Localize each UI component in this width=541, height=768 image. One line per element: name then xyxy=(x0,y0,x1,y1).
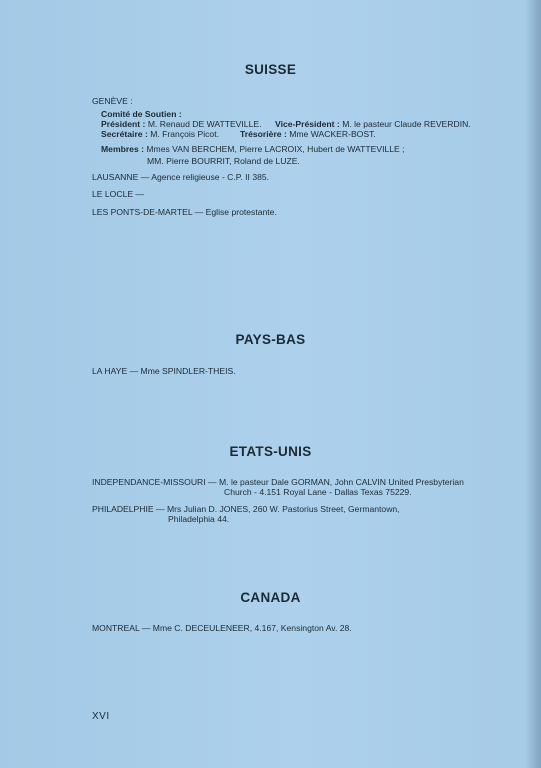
lausanne-entry: LAUSANNE — Agence religieuse - C.P. II 385. xyxy=(92,172,270,182)
independance-missouri-line-2: Church - 4.151 Royal Lane - Dallas Texas 75229. xyxy=(224,487,412,497)
tresoriere-value: Mme WACKER-BOST. xyxy=(289,129,376,139)
president-label: Président : xyxy=(101,119,146,129)
le-locle-entry: LE LOCLE — xyxy=(92,189,145,199)
secretaire-line xyxy=(101,129,219,139)
tresoriere-line xyxy=(240,129,376,139)
ponts-de-martel-entry: LES PONTS-DE-MARTEL — Eglise protestante. xyxy=(92,207,277,217)
heading-pays-bas: PAYS-BAS xyxy=(235,332,306,347)
membres-line-1 xyxy=(101,144,405,154)
vice-president-value: M. le pasteur Claude REVERDIN. xyxy=(342,119,471,129)
secretaire-value: M. François Picot. xyxy=(150,129,219,139)
comite-label: Comité de Soutien : xyxy=(101,109,182,119)
president-value: M. Renaud DE WATTEVILLE. xyxy=(147,119,262,129)
membres-label: Membres : xyxy=(101,144,144,154)
independance-missouri-line-1: INDEPENDANCE-MISSOURI — M. le pasteur Dale GORMAN, John CALVIN United Presbyterian xyxy=(92,477,464,487)
president-line xyxy=(101,119,261,129)
philadelphie-line-2: Philadelphia 44. xyxy=(168,514,230,524)
geneve-label: GENÈVE : xyxy=(92,96,133,106)
heading-canada: CANADA xyxy=(240,590,301,605)
vice-president-line xyxy=(275,119,471,129)
philadelphie-line-1: PHILADELPHIE — Mrs Julian D. JONES, 260 W. Pastorius Street, Germantown, xyxy=(92,504,400,514)
la-haye-entry: LA HAYE — Mme SPINDLER-THEIS. xyxy=(92,366,236,376)
page-edge-shadow xyxy=(525,0,541,768)
montreal-entry: MONTREAL — Mme C. DECEULENEER, 4.167, Kensington Av. 28. xyxy=(92,623,352,633)
secretaire-label: Secrétaire : xyxy=(101,129,148,139)
membres-line-2: MM. Pierre BOURRIT, Roland de LUZE. xyxy=(147,156,300,166)
heading-etats-unis: ETATS-UNIS xyxy=(229,444,312,459)
vice-president-label: Vice-Président : xyxy=(275,119,340,129)
membres-value-1: Mmes VAN BERCHEM, Pierre LACROIX, Hubert de WATTEVILLE ; xyxy=(146,144,405,154)
tresoriere-label: Trésorière : xyxy=(240,129,287,139)
page-number: XVI xyxy=(92,711,110,722)
heading-suisse: SUISSE xyxy=(244,62,297,77)
